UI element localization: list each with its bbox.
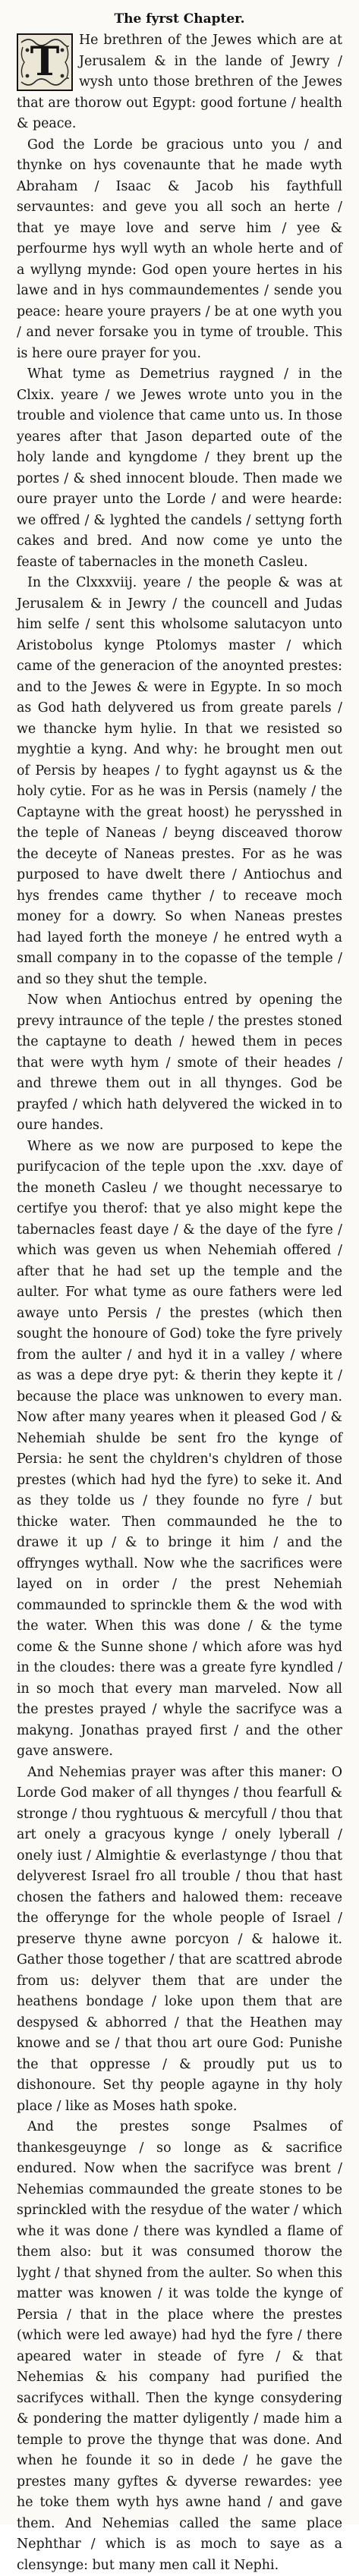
decorated-initial-icon: [17, 33, 73, 91]
chapter-paragraph: He brethren of the Jewes which are at Jerusalem & in the lande of Jewry / wysh unto those brethren of the Jewes that are thorow out Egypt: good fortune / health & peace.: [17, 33, 342, 131]
chapter-paragraph: What tyme as Demetrius raygned / in the Clxix. yeare / we Jewes wrote unto you in the trouble and violence that came unto us. In those yeares after that Jason departed oute of the holy lande and kyngdome / they brent up the portes / & shed innocent bloude. Then made we oure prayer unto the Lorde / and were hearde: we offred / & lyghted the candels / settyng forth cakes and bred. And now come ye unto the feaste of tabernacles in the moneth Casleu.: [17, 366, 342, 570]
chapter-paragraph: And the prestes songe Psalmes of thankesgeuynge / so longe as & sacrifice endured. Now when the sacrifyce was brent / Nehemias commaunded the greate stones to be sprinckled with the resydue of the water / which whe it was done / there was kyndled a flame of them also: but it was consumed thorow the lyght / that shyned from the aulter. So when this matter was knowen / it was tolde the kynge of Persia / that in the place where the prestes (which were led awaye) had hyd the fyre / there apeared water in steade of fyre / & that Nehemias & his company had purified the sacrifyces withall. Then the kynge consydering & pondering the matter dyligently / made him a temple to prove the thynge that was done. And when he founde it so in dede / he gave the prestes many gyftes & dyverse rewardes: yee he toke them wyth hys awne hand / and gave them. And Nehemias called the same place Nephthar / which is as moch to saye as a clensynge: but many men call it Nephi.: [17, 2119, 342, 2573]
chapter-heading: The fyrst Chapter.: [114, 11, 245, 27]
chapter-paragraph: Where as we now are purposed to kepe the purifycacion of the teple upon the .xxv. daye of the moneth Casleu / we thought necessarye to certifye you therof: that ye also might kepe the tabernacles feast daye / & the daye of the fyre / which was geven us when Nehemiah offered / after that he had set up the temple and the aulter. For what tyme as oure fathers were led awaye unto Persis / the prestes (which then sought the honoure of God) toke the fyre prively from the aulter / and hyd it in a valley / where as was a depe drye pyt: & therin they kepte it / because the place was unknowen to every man. Now after many yeares when it pleased God / & Nehemiah shulde be sent fro the kynge of Persia: he sent the chyldren's chyldren of those prestes (which had hyd the fyre) to seke it. And as they tolde us / they founde no fyre / but thicke water. Then commaunded he the to drawe it up / & to bringe it him / and the offrynges wythall. Now whe the sacrifices were layed on in order / the prest Nehemiah commaunded to sprinckle them & the wod with the water. When this was done / & the tyme come & the Sunne shone / which afore was hyd in the cloudes: there was a greate fyre kyndled / in so moch that every man marveled. Now all the prestes prayed / whyle the sacrifyce was a makyng. Jonathas prayed first / and the other gave answere.: [17, 1138, 342, 1759]
chapter-opening: [17, 30, 342, 135]
initial-letter: T: [30, 39, 60, 85]
chapter-paragraph: God the Lorde be gracious unto you / and thynke on hys covenaunte that he made wyth Abraham / Isaac & Jacob his faythfull servauntes: and geve you all soch an herte / that ye maye love and serve him / yee & perfourme hys wyll wyth an whole herte and of a wyllyng mynde: God open youre hertes in his lawe and in hys commaundementes / sende you peace: heare youre prayers / be at one wyth you / and never forsake you in tyme of trouble. This is here oure prayer for you.: [17, 137, 342, 361]
chapter-paragraph: And Nehemias prayer was after this maner: O Lorde God maker of all thynges / thou fearfull & stronge / thou ryghtuous & mercyfull / thou that art onely a gracyous kynge / onely lyberall / onely iust / Almightie & everlastynge / thou that delyverest Israel fro all trouble / thou that hast chosen the fathers and halowed them: receave the offerynge for the whole people of Israel / preserve thyne awne porcyon / & halowe it. Gather those together / that are scattred abrode from us: delyver them that are under the heathens bondage / loke upon them that are despysed & abhorred / that the Heathen may knowe and se / that thou art oure God: Punishe the that oppresse / & proudly put us to dishonoure. Set thy people agayne in thy holy place / like as Moses hath spoke.: [17, 1764, 342, 2114]
chapter-paragraph: Now when Antiochus entred by opening the prevy intraunce of the teple / the prestes stoned the captayne to death / hewed them in peces that were wyth hym / smote of their heades / and threwe them out in all thynges. God be prayfed / which hath delyvered the wicked in to oure handes.: [17, 992, 342, 1133]
chapter-paragraph: In the Clxxxviij. yeare / the people & was at Jerusalem & in Jewry / the councell and Judas him selfe / sent this wholsome salutacyon unto Aristobolus kynge Ptolomys master / which came of the generacion of the anoynted prestes: and to the Jewes & were in Egypte. In so moch as God hath delyvered us from greate parels / we thancke hym hylie. In that we resisted so myghtie a kyng. And why: he brought men out of Persis by heapes / to fyght agaynst us & the holy cytie. For as he was in Persis (namely / the Captayne with the great hoost) he perysshed in the teple of Naneas / beyng disceaved thorow the deceyte of Naneas prestes. For as he was purposed to have dwelt there / Antiochus and hys frendes came thyther / to receave moch money for a dowry. So when Naneas prestes had layed forth the moneye / he entred wyth a small company in to the copasse of the temple / and so they shut the temple.: [17, 575, 342, 987]
